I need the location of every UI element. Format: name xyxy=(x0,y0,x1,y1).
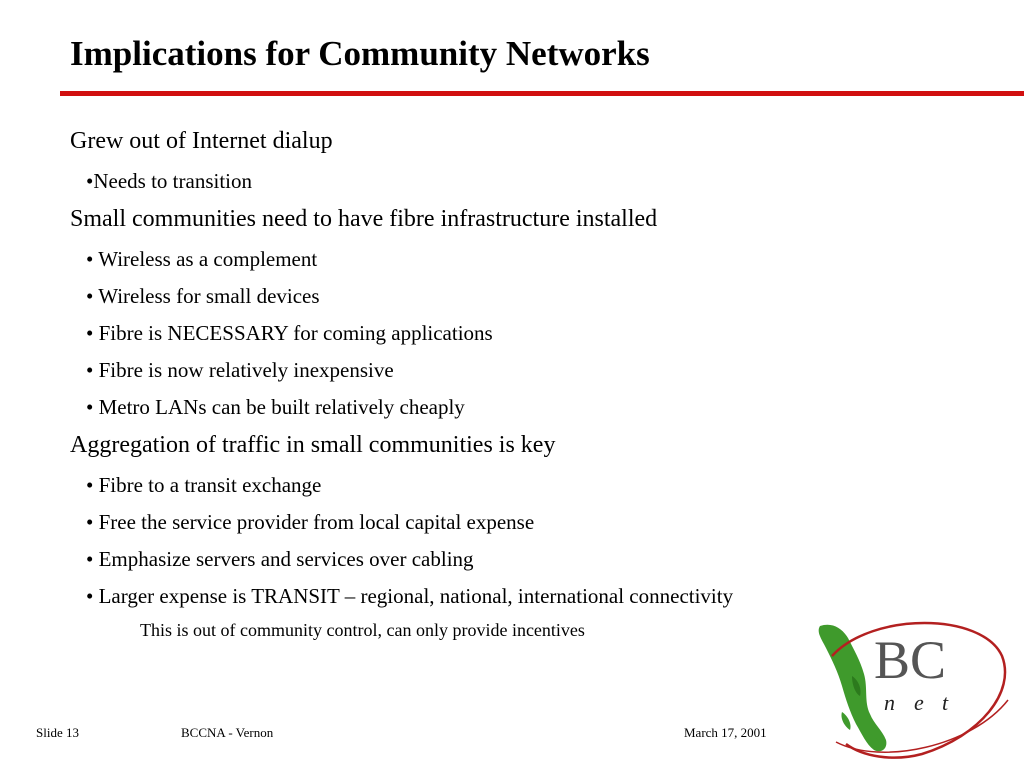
bullet-level2: • Fibre is NECESSARY for coming applications xyxy=(86,321,493,345)
bullet-level2: • Free the service provider from local capital expense xyxy=(86,510,535,534)
bcnet-logo xyxy=(812,616,1018,762)
bullet-level2: • Wireless for small devices xyxy=(86,284,320,308)
bullet-level2: • Wireless as a complement xyxy=(86,247,318,271)
footer-slide-number: Slide 13 xyxy=(36,725,79,740)
bullet-level1: Aggregation of traffic in small communities is key xyxy=(70,432,556,458)
bullet-level2: • Metro LANs can be built relatively cheaply xyxy=(86,395,465,419)
bullet-level3: This is out of community control, can only provide incentives xyxy=(140,620,585,640)
bullet-level2: • Fibre is now relatively inexpensive xyxy=(86,358,394,382)
logo-text-bc: BC xyxy=(874,630,947,690)
bullet-level2: •Needs to transition xyxy=(86,169,252,193)
footer-event: BCCNA - Vernon xyxy=(181,725,274,740)
bullet-level2: • Larger expense is TRANSIT – regional, national, international connectivity xyxy=(86,584,734,608)
logo-letter-t: t xyxy=(942,690,949,715)
logo-letter-e: e xyxy=(914,690,924,715)
bullet-level2: • Emphasize servers and services over cabling xyxy=(86,547,474,571)
logo-letter-n: n xyxy=(884,690,895,715)
bullet-level1: Grew out of Internet dialup xyxy=(70,128,333,154)
bullet-level2: • Fibre to a transit exchange xyxy=(86,473,322,497)
slide-title: Implications for Community Networks xyxy=(70,34,650,73)
bullet-level1: Small communities need to have fibre infrastructure installed xyxy=(70,206,658,232)
footer-date: March 17, 2001 xyxy=(684,725,767,740)
